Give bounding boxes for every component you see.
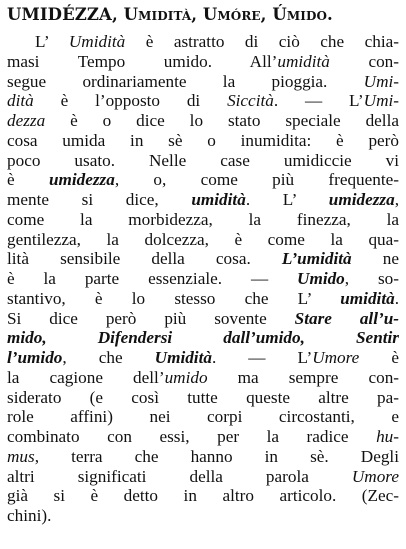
emphasized-term: mido, Difendersi dall’umido, Sentir xyxy=(7,328,399,348)
emphasized-term: umidezza xyxy=(328,190,395,209)
emphasized-term: umido xyxy=(164,367,208,387)
body-line: gentilezza, la dolcezza, è come la qua- xyxy=(7,229,399,249)
body-line: combinato con essi, per la radice hu- xyxy=(7,427,399,446)
emphasized-term xyxy=(191,190,245,209)
body-line: come la morbidezza, la finezza, la xyxy=(7,209,399,229)
emphasized-term: Umido xyxy=(297,269,345,288)
emphasized-term: L’umidità xyxy=(281,249,352,269)
emphasized-term xyxy=(282,249,352,268)
body-line: stantivo, è lo stesso che L’ umidità. xyxy=(7,288,399,308)
emphasized-term xyxy=(155,348,212,367)
body-line: l’umido, che Umidità. — L’Umore è xyxy=(7,348,399,367)
emphasized-term xyxy=(49,170,115,189)
body-line: cosa umida in sè o inumidita: è però xyxy=(7,130,399,150)
emphasized-term: Stare all’u- xyxy=(294,308,399,328)
emphasized-term xyxy=(295,309,399,328)
emphasized-term: Umi- xyxy=(363,71,399,91)
emphasized-term: dezza xyxy=(7,111,46,130)
emphasized-term: Umore xyxy=(351,466,399,486)
emphasized-term: Umore xyxy=(312,348,360,367)
body-line: già si è detto in altro articolo. (Zec- xyxy=(7,486,399,506)
body-line: mente si dice, umidità. L’ umidezza, xyxy=(7,190,399,209)
emphasized-term: umidità xyxy=(277,51,330,71)
emphasized-term: umidità xyxy=(340,288,395,308)
body-line: poco usato. Nelle case umidiccie vi xyxy=(7,150,399,170)
body-line: chini). xyxy=(7,506,52,525)
entry-heading xyxy=(7,4,399,26)
body-line: è umidezza, o, come più frequente- xyxy=(7,170,399,190)
emphasized-term xyxy=(7,348,62,367)
emphasized-term: Umidità xyxy=(68,32,126,51)
body-line: la cagione dell’umido ma sempre con- xyxy=(7,367,399,387)
body-line: L’ Umidità è astratto di ciò che chia- xyxy=(35,32,399,51)
emphasized-term xyxy=(329,190,395,209)
body-line: lità sensibile della cosa. L’umidità ne xyxy=(7,249,399,269)
body-line: siderato (e così tutte queste altre pa- xyxy=(7,387,399,407)
body-line: segue ordinariamente la pioggia. Umi- xyxy=(7,71,399,91)
body-line: role affini) nei corpi circostanti, e xyxy=(7,407,399,427)
emphasized-term xyxy=(297,269,345,288)
emphasized-term: Umi- xyxy=(363,91,399,111)
emphasized-term: hu- xyxy=(376,427,399,446)
entry-body xyxy=(7,32,399,526)
body-line: dità è l’opposto di Siccità. — L’Umi- xyxy=(7,91,399,111)
emphasized-term xyxy=(340,289,394,308)
body-line: è la parte essenziale. — Umido, so- xyxy=(7,269,399,288)
body-line: Si dice però più sovente Stare all’u- xyxy=(7,308,399,328)
headword: UMIDÉZZA, xyxy=(7,5,118,24)
emphasized-term: umidezza xyxy=(48,170,115,190)
emphasized-term: Umidità xyxy=(154,348,212,367)
body-line: masi Tempo umido. All’umidità con- xyxy=(7,51,399,71)
emphasized-term: umidità xyxy=(191,190,246,209)
emphasized-term: dità xyxy=(7,91,34,111)
emphasized-term: mus xyxy=(7,446,35,466)
emphasized-term: Siccità xyxy=(227,91,274,111)
emphasized-term xyxy=(7,328,399,347)
body-line: dezza è o dice lo stato speciale della xyxy=(7,111,399,130)
body-line: mus, terra che hanno in sè. Degli xyxy=(7,446,399,466)
body-line: altri significati della parola Umore xyxy=(7,466,399,486)
emphasized-term: l’umido xyxy=(7,348,63,367)
related-headwords: Umidità, Umóre, Úmido. xyxy=(123,5,333,24)
body-line xyxy=(7,328,399,348)
